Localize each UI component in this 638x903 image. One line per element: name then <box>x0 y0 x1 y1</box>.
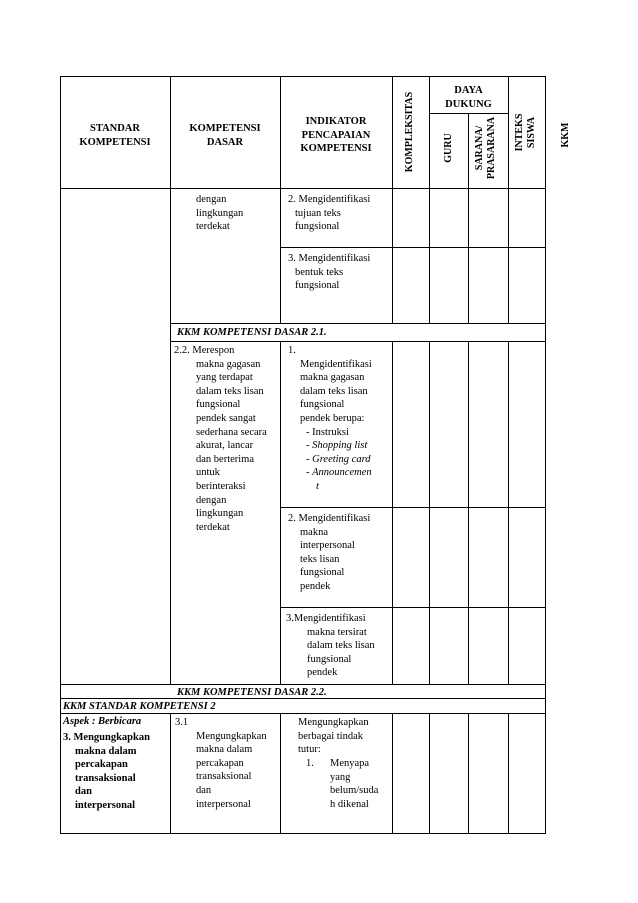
indikator-makna-tersirat: 3.Mengidentifikasi makna tersirat dalam teks lisan fungsional pendek <box>286 613 375 679</box>
col-rule <box>468 341 469 684</box>
col-rule <box>429 713 430 834</box>
indikator-bentuk-teks: 3. Mengidentifikasi bentuk teks fungsional <box>288 253 371 292</box>
row-rule <box>280 247 545 248</box>
table-border-left <box>60 76 61 834</box>
col-rule <box>429 341 430 684</box>
list-item: Greeting card <box>312 453 371 465</box>
sk-3: 3. Mengungkapkan makna dalam percakapan transaksional dan interpersonal <box>63 732 150 811</box>
list-item: Instruksi <box>312 426 349 438</box>
row-rule <box>60 684 545 685</box>
indikator-makna-gagasan: 1. Mengidentifikasi makna gagasan dalam teks lisan fungsional pendek berupa: - Instruksi - Shopping list - Greeting card - Announcemen t <box>288 345 372 492</box>
list-item: Shopping list <box>312 440 368 452</box>
header-sarana-prasarana: SARANA/ PRASARANA <box>474 116 497 180</box>
header-daya-dukung: DAYA DUKUNG <box>445 85 492 110</box>
kkm-kompetensi-dasar-2-2: KKM KOMPETENSI DASAR 2.2. <box>177 687 327 698</box>
header-kompetensi-dasar: KOMPETENSI DASAR <box>189 123 261 148</box>
col-rule <box>170 713 171 834</box>
kd-3-1: 3.1 Mengungkapkan makna dalam percakapan transaksional dan interpersonal <box>175 717 267 810</box>
indikator-tujuan-teks: 2. Mengidentifikasi tujuan teks fungsional <box>288 194 371 233</box>
col-rule <box>280 341 281 684</box>
header-inteks-siswa: INTEKS SISWA <box>514 113 537 152</box>
header-kompleksitas: KOMPLEKSITAS <box>404 91 415 173</box>
col-rule <box>508 76 509 323</box>
table-border-right <box>545 76 546 834</box>
col-rule <box>280 76 281 323</box>
header-guru: GURU <box>443 133 454 163</box>
kd-continuation: dengan lingkungan terdekat <box>196 194 244 233</box>
col-rule <box>468 713 469 834</box>
header-kkm: KKM <box>560 122 571 148</box>
table-border-bottom <box>60 833 545 834</box>
header-bottom-rule <box>60 188 545 189</box>
indikator-menyapa: Menyapa yang belum/suda h dikenal <box>330 758 379 810</box>
row-rule <box>280 507 545 508</box>
col-rule <box>392 76 393 323</box>
list-item: Announcemen <box>312 467 372 479</box>
indikator-tindak-tutur: Mengungkapkan berbagai tindak tutur: <box>298 717 369 756</box>
header-standar-kompetensi: STANDAR KOMPETENSI <box>79 123 151 148</box>
col-rule <box>170 76 171 684</box>
row-rule <box>170 323 545 324</box>
col-rule <box>392 341 393 684</box>
kd-2-2: 2.2. Merespon makna gagasan yang terdapat dalam teks lisan fungsional pendek sangat sederhana secara akurat, lancar dan berterima untuk berinteraksi dengan lingkungan terdekat <box>174 345 267 533</box>
row-rule <box>280 607 545 608</box>
col-rule <box>508 341 509 684</box>
indikator-item-number: 1. <box>306 758 314 769</box>
col-rule <box>280 713 281 834</box>
row-rule <box>170 341 545 342</box>
indikator-makna-interpersonal: 2. Mengidentifikasi makna interpersonal teks lisan fungsional pendek <box>288 513 371 592</box>
kkm-standar-kompetensi-2: KKM STANDAR KOMPETENSI 2 <box>63 701 216 712</box>
col-rule <box>468 113 469 323</box>
kkm-kompetensi-dasar-2-1: KKM KOMPETENSI DASAR 2.1. <box>177 327 327 338</box>
table-border-top <box>60 76 545 77</box>
col-rule <box>392 713 393 834</box>
col-rule <box>508 713 509 834</box>
aspek-berbicara: Aspek : Berbicara <box>63 716 142 727</box>
header-indikator: INDIKATOR PENCAPAIAN KOMPETENSI <box>300 116 372 155</box>
col-rule <box>429 76 430 323</box>
